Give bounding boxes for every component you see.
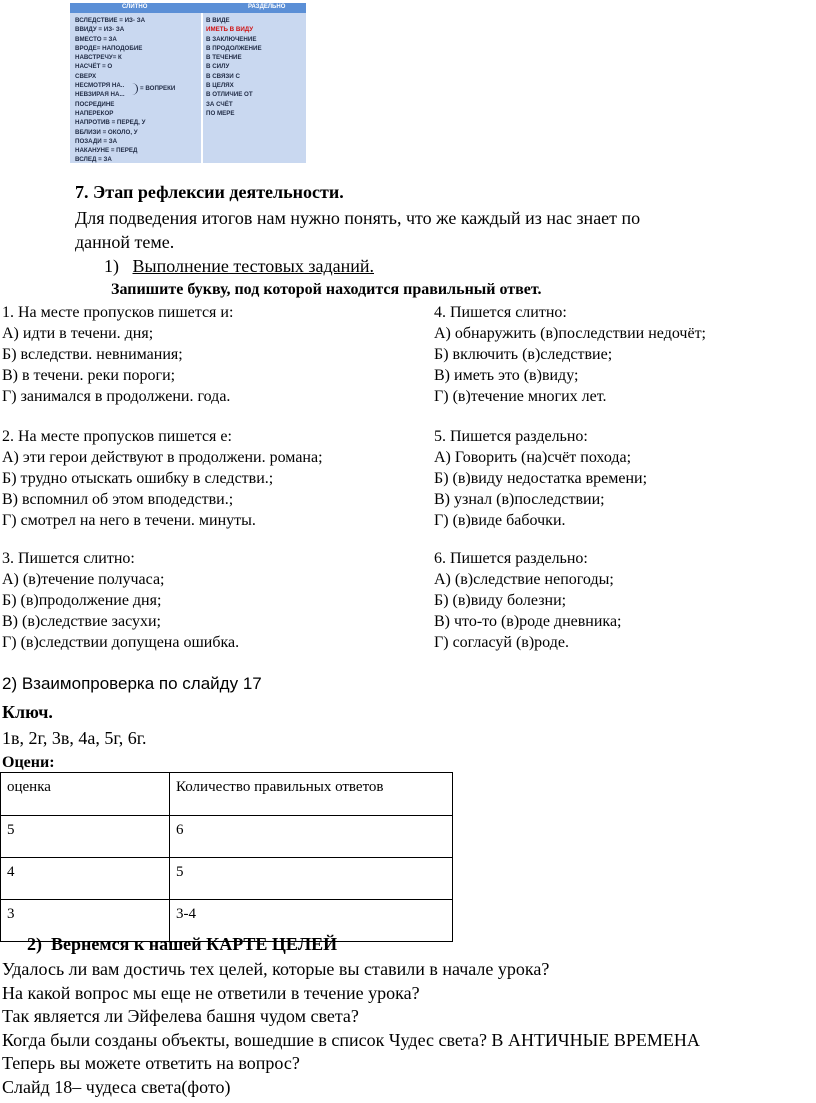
peer-check-line: 2) Взаимопроверка по слайду 17: [2, 674, 262, 693]
subsection-title: Выполнение тестовых заданий.: [132, 256, 375, 276]
slide-right-item: В СИЛУ: [206, 63, 230, 71]
answer-option: А) Говорить (на)счёт похода;: [434, 449, 632, 466]
slide-left-item: ВСЛЕД = ЗА: [75, 156, 112, 164]
slide-brace: [125, 83, 138, 95]
key-value: 1в, 2г, 3в, 4а, 5г, 6г.: [2, 728, 147, 748]
slide-header-left: СЛИТНО: [122, 4, 148, 10]
grade-table: [0, 772, 453, 942]
question-5: [434, 426, 647, 531]
slide-left-item: НЕВЗИРАЯ НА...: [75, 91, 125, 99]
answer-option: В) иметь это (в)виду;: [434, 367, 579, 384]
answer-option: А) обнаружить (в)последствии недочёт;: [434, 325, 706, 342]
question-text: 1. На месте пропусков пишется и:: [2, 304, 234, 321]
slide-left-item: ПОСРЕДИНЕ: [75, 100, 115, 108]
goals-title: Вернемся к нашей КАРТЕ ЦЕЛЕЙ: [51, 934, 338, 954]
slide-left-item: ПОЗАДИ = ЗА: [75, 137, 118, 145]
answer-option: Г) (в)следствии допущена ошибка.: [2, 634, 240, 651]
final-line: На какой вопрос мы еще не ответили в течение урока?: [2, 982, 420, 1003]
table-cell: 3-4: [170, 900, 453, 942]
question-text: 3. Пишется слитно:: [2, 550, 135, 567]
answer-option: В) вспомнил об этом вподедстви.;: [2, 491, 234, 508]
answer-option: Г) занимался в продолжени. года.: [2, 388, 231, 405]
slide-left-item: ВРОДЕ= НАПОДОБИЕ: [75, 44, 143, 52]
instruction: Запишите букву, под которой находится правильный ответ.: [111, 281, 542, 298]
slide-right-item: В ВИДЕ: [206, 17, 230, 24]
answer-option: А) (в)следствие непогоды;: [434, 571, 614, 588]
question-1: [2, 302, 233, 407]
table-cell: 5: [170, 858, 453, 900]
answer-option: Б) (в)виду недостатка времени;: [434, 470, 648, 487]
slide-header: [70, 3, 306, 13]
answer-option: В) (в)следствие засухи;: [2, 613, 161, 630]
answer-option: В) в течени. реки пороги;: [2, 367, 176, 384]
slide-image: [70, 3, 306, 163]
slide-left-item: ВСЛЕДСТВИЕ = ИЗ- ЗА: [75, 17, 146, 24]
slide-right-item-highlight: ИМЕТЬ В ВИДУ: [206, 26, 254, 34]
table-row: [1, 816, 453, 858]
final-questions: [2, 958, 700, 1099]
slide-left-item: НЕСМОТРЯ НА..: [75, 82, 125, 90]
table-header-row: [1, 773, 453, 816]
slide-left-item: НАПРОТИВ = ПЕРЕД, У: [75, 119, 146, 127]
slide-right-item: В ЦЕЛЯХ: [206, 82, 234, 90]
answer-option: Г) смотрел на него в течени. минуты.: [2, 512, 256, 529]
goals-number: 2): [27, 934, 42, 954]
table-cell: 4: [1, 858, 170, 900]
answer-option: Г) (в)течение многих лет.: [434, 388, 607, 405]
question-text: 5. Пишется раздельно:: [434, 428, 588, 445]
table-cell: 3: [1, 900, 170, 942]
question-4: [434, 302, 706, 407]
slide-right-item: В ОТЛИЧИЕ ОТ: [206, 91, 253, 99]
slide-right-column: [206, 16, 262, 118]
question-2: [2, 426, 323, 531]
table-row: [1, 858, 453, 900]
slide-right-item: В СВЯЗИ С: [206, 72, 240, 80]
answer-option: Б) вследстви. невнимания;: [2, 346, 183, 363]
question-text: 2. На месте пропусков пишется е:: [2, 428, 232, 445]
answer-option: В) узнал (в)последствии;: [434, 491, 605, 508]
slide-divider: [201, 13, 203, 163]
slide-left-item: СВЕРХ: [75, 72, 97, 80]
slide-right-item: В ЗАКЛЮЧЕНИЕ: [206, 35, 257, 43]
slide-right-item: В ТЕЧЕНИЕ: [206, 54, 242, 62]
intro-line-2: данной теме.: [75, 232, 175, 252]
section-title: 7. Этап рефлексии деятельности.: [75, 182, 344, 202]
answer-option: Г) согласуй (в)роде.: [434, 634, 569, 651]
question-3: [2, 548, 239, 653]
final-line: Когда были созданы объекты, вошедшие в список Чудес света? В АНТИЧНЫЕ ВРЕМЕНА: [2, 1029, 700, 1050]
slide-header-right: РАЗДЕЛЬНО: [248, 4, 286, 10]
answer-option: Б) включить (в)следствие;: [434, 346, 613, 363]
slide-right-item: В ПРОДОЛЖЕНИЕ: [206, 44, 262, 52]
slide-right-item: ПО МЕРЕ: [206, 109, 235, 117]
answer-option: Б) (в)виду болезни;: [434, 592, 567, 609]
answer-option: В) что-то (в)роде дневника;: [434, 613, 622, 630]
slide-left-item: НАПЕРЕКОР: [75, 109, 114, 117]
goals-heading: [27, 934, 337, 955]
slide-left-item: НАСЧЁТ = О: [75, 63, 113, 71]
slide-left-item: ВМЕСТО = ЗА: [75, 35, 117, 43]
answer-option: А) эти герои действуют в продолжени. романа;: [2, 449, 323, 466]
intro-line-1: Для подведения итогов нам нужно понять, что же каждый из нас знает по: [75, 208, 641, 228]
question-6: [434, 548, 622, 653]
key-label: Ключ.: [2, 702, 53, 722]
table-header-cell: Количество правильных ответов: [170, 773, 453, 816]
table-header-cell: оценка: [1, 773, 170, 816]
question-text: 6. Пишется раздельно:: [434, 550, 588, 567]
answer-option: Б) трудно отыскать ошибку в следстви.;: [2, 470, 274, 487]
final-line: Так является ли Эйфелева башня чудом света?: [2, 1006, 359, 1026]
slide-left-item: НАКАНУНЕ = ПЕРЕД: [75, 147, 138, 155]
answer-option: А) (в)течение получаса;: [2, 571, 165, 588]
grade-label: Оцени:: [2, 754, 55, 771]
subsection-tests: [104, 256, 374, 277]
slide-vopreki: = ВОПРЕКИ: [140, 85, 176, 92]
table-cell: 5: [1, 816, 170, 858]
table-cell: 6: [170, 816, 453, 858]
subsection-number: 1): [104, 256, 119, 276]
slide-right-item: ЗА СЧЁТ: [206, 100, 233, 108]
answer-option: А) идти в течени. дня;: [2, 325, 154, 342]
final-line: Удалось ли вам достичь тех целей, которые вы ставили в начале урока?: [2, 959, 550, 979]
slide-left-item: ВВИДУ = ИЗ- ЗА: [75, 26, 125, 34]
answer-option: Г) (в)виде бабочки.: [434, 512, 566, 529]
question-text: 4. Пишется слитно:: [434, 304, 567, 321]
slide-left-item: НАВСТРЕЧУ= К: [75, 54, 122, 62]
final-line: Теперь вы можете ответить на вопрос?: [2, 1053, 300, 1073]
answer-option: Б) (в)продолжение дня;: [2, 592, 162, 609]
slide-left-item: ВБЛИЗИ = ОКОЛО, У: [75, 128, 138, 136]
final-line: Слайд 18– чудеса света(фото): [2, 1076, 231, 1097]
